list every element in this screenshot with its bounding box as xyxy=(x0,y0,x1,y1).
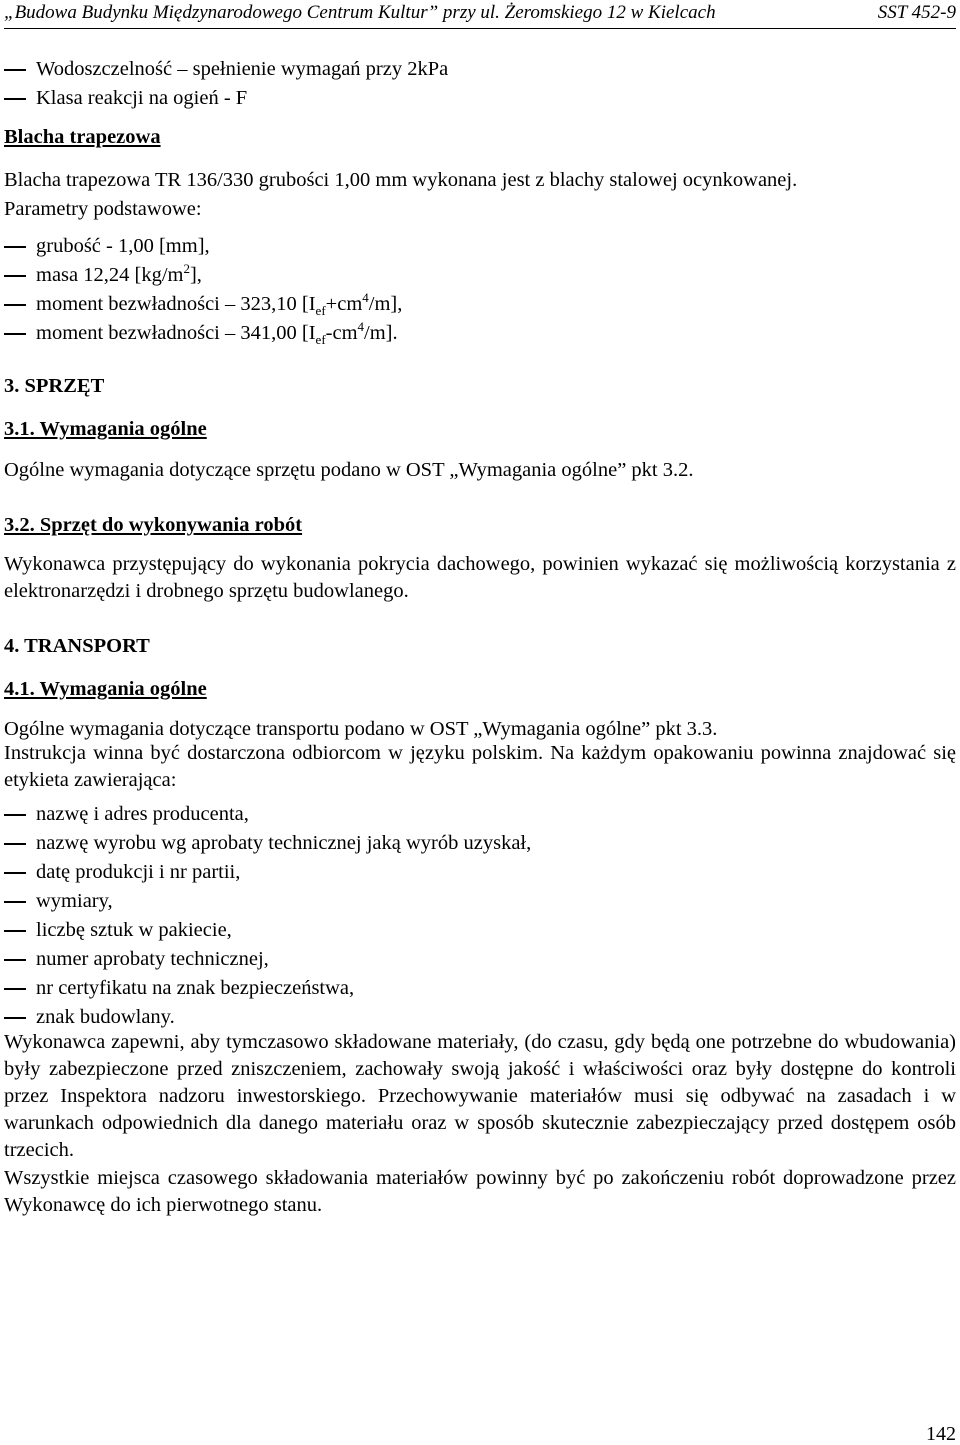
bullet-dash xyxy=(4,69,26,71)
subsection-4-1-text: Ogólne wymagania dotyczące transportu podano w OST „Wymagania ogólne” pkt 3.3. xyxy=(4,718,718,740)
label-item: znak budowlany. xyxy=(36,1006,175,1028)
label-item: nazwę wyrobu wg aprobaty technicznej jaką wyrób uzyskał, xyxy=(36,832,532,854)
subsection-3-1-heading: 3.1. Wymagania ogólne xyxy=(4,418,207,440)
bullet-dash xyxy=(4,901,26,903)
section-3-heading: 3. SPRZĘT xyxy=(4,375,105,397)
bullet-item: Klasa reakcji na ogień - F xyxy=(36,87,248,109)
instruction-text: Instrukcja winna być dostarczona odbiorcom w języku polskim. Na każdym opakowaniu powinna znajdować się etykieta zawierająca: xyxy=(4,742,956,791)
bullet-dash xyxy=(4,275,26,277)
storage-paragraph: Wykonawca zapewni, aby tymczasowo składowane materiały, (do czasu, gdy będą one potrzebne do wbudowania) były zabezpieczone przed zniszczeniem, zachowały swoją jakość i właściwości oraz były dostępne do kontroli przez Inspektora nadzoru inwestorskiego. Przechowywanie materiałów musi się odbywać na zasadach i w warunkach odpowiednich dla danego materiału oraz w sposób skutecznie zabezpieczający przed dostępem osób trzecich. xyxy=(4,1031,956,1161)
header-code: SST 452-9 xyxy=(877,2,956,23)
page-number: 142 xyxy=(926,1423,956,1445)
blacha-description: Blacha trapezowa TR 136/330 grubości 1,00 mm wykonana jest z blachy stalowej ocynkowanej. xyxy=(4,169,798,191)
bullet-dash xyxy=(4,246,26,248)
bullet-dash xyxy=(4,988,26,990)
subsection-3-2-text: Wykonawca przystępujący do wykonania pokrycia dachowego, powinien wykazać się możliwością korzystania z elektronarzędzi i drobnego sprzętu budowlanego. xyxy=(4,553,956,602)
subsection-3-1-text: Ogólne wymagania dotyczące sprzętu podano w OST „Wymagania ogólne” pkt 3.2. xyxy=(4,459,694,481)
param-mass: masa 12,24 $[kg/m^2]$, xyxy=(36,261,202,286)
section-heading-blacha: Blacha trapezowa xyxy=(4,126,161,148)
header-title: „Budowa Budynku Międzynarodowego Centrum Kultur” przy ul. Żeromskiego 12 w Kielcach xyxy=(4,2,716,23)
label-item: datę produkcji i nr partii, xyxy=(36,861,241,883)
params-intro: Parametry podstawowe: xyxy=(4,198,202,220)
bullet-dash xyxy=(4,843,26,845)
param-inertia-minus: moment bezwładności – 341,00 $[I_{ef}-cm^4/m]$. xyxy=(36,319,398,348)
label-item: liczbę sztuk w pakiecie, xyxy=(36,919,232,941)
bullet-dash xyxy=(4,1017,26,1019)
param-inertia-plus: moment bezwładności – 323,10 $[I_{ef}+cm^4/m]$, xyxy=(36,290,403,319)
bullet-dash xyxy=(4,872,26,874)
bullet-dash xyxy=(4,98,26,100)
param-thickness: grubość - 1,00 [mm], xyxy=(36,235,210,257)
bullet-dash xyxy=(4,333,26,335)
bullet-item: Wodoszczelność – spełnienie wymagań przy 2kPa xyxy=(36,58,449,80)
restoration-paragraph: Wszystkie miejsca czasowego składowania materiałów powinny być po zakończeniu robót doprowadzone przez Wykonawcę do ich pierwotnego stanu. xyxy=(4,1167,956,1216)
subsection-3-2-heading: 3.2. Sprzęt do wykonywania robót xyxy=(4,514,303,536)
label-item: wymiary, xyxy=(36,890,113,912)
section-4-heading: 4. TRANSPORT xyxy=(4,635,150,657)
label-item: nr certyfikatu na znak bezpieczeństwa, xyxy=(36,977,355,999)
page-header xyxy=(4,2,956,29)
bullet-dash xyxy=(4,959,26,961)
subsection-4-1-heading: 4.1. Wymagania ogólne xyxy=(4,678,207,700)
bullet-dash xyxy=(4,304,26,306)
bullet-dash xyxy=(4,930,26,932)
label-item: numer aprobaty technicznej, xyxy=(36,948,269,970)
label-item: nazwę i adres producenta, xyxy=(36,803,249,825)
bullet-dash xyxy=(4,814,26,816)
